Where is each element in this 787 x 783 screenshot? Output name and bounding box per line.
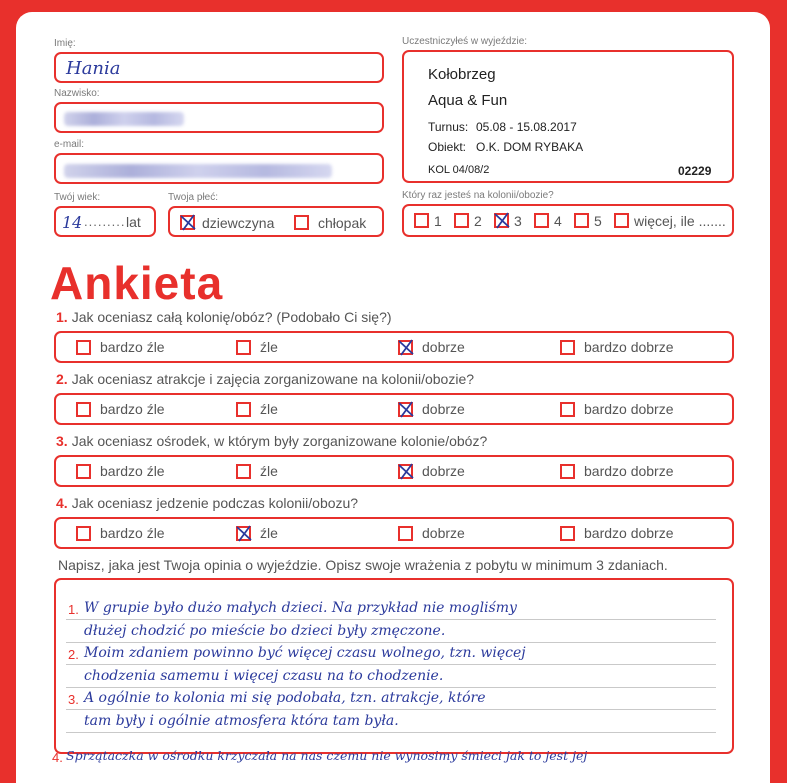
answer-option-label: bardzo dobrze: [584, 463, 674, 479]
name-field[interactable]: [54, 52, 384, 83]
check-mark-icon: [236, 526, 251, 541]
times-checkbox-1[interactable]: [414, 213, 429, 228]
answer-option-label: dobrze: [422, 463, 465, 479]
answer-option-label: bardzo dobrze: [584, 401, 674, 417]
answer-option-label: bardzo źle: [100, 401, 165, 417]
email-redacted: [64, 164, 332, 178]
opinion-line-number: 2.: [68, 647, 79, 662]
answer-checkbox[interactable]: [560, 340, 575, 355]
question-3-options: [54, 455, 734, 487]
answer-checkbox[interactable]: [76, 526, 91, 541]
email-field[interactable]: [54, 153, 384, 184]
age-value: 14: [62, 213, 83, 232]
answer-checkbox[interactable]: [398, 526, 413, 541]
opinion-line-text: Moim zdaniem powinno być więcej czasu wolnego, tzn. więcej: [84, 645, 526, 661]
gender-option-dziewczyna: dziewczyna: [202, 215, 275, 231]
check-mark-icon: [494, 213, 509, 228]
answer-checkbox[interactable]: [236, 402, 251, 417]
gender-checkbox-chlopak[interactable]: [294, 215, 309, 230]
question-2-options: [54, 393, 734, 425]
answer-option-label: bardzo źle: [100, 339, 165, 355]
opinion-line-text: W grupie było dużo małych dzieci. Na przykład nie mogliśmy: [84, 600, 517, 616]
times-label: Który raz jesteś na kolonii/obozie?: [402, 190, 554, 201]
survey-title: Ankieta: [50, 257, 224, 309]
trip-object-value: O.K. DOM RYBAKA: [476, 140, 584, 154]
trip-turnus-label: Turnus:: [428, 120, 469, 134]
email-label: e-mail:: [54, 139, 85, 150]
times-option-4: 4: [554, 213, 562, 229]
opinion-line-text: dłużej chodzić po mieście bo dzieci były zmęczone.: [84, 623, 446, 639]
trip-code: KOL 04/08/2: [428, 164, 490, 176]
times-option-5: 5: [594, 213, 602, 229]
answer-checkbox[interactable]: [76, 464, 91, 479]
writing-line: [66, 619, 716, 620]
opinion-line-text: A ogólnie to kolonia mi się podobała, tzn. atrakcje, które: [84, 690, 486, 706]
age-dots: .........: [84, 214, 126, 229]
name-value: Hania: [66, 58, 121, 79]
times-checkbox-5[interactable]: [574, 213, 589, 228]
question-text: Jak oceniasz ośrodek, w którym były zorganizowane kolonie/obóz?: [71, 433, 488, 449]
check-mark-icon: [398, 340, 413, 355]
gender-field: [168, 206, 384, 237]
answer-option-label: bardzo źle: [100, 525, 165, 541]
name-label: Imię:: [54, 38, 76, 49]
times-option-1: 1: [434, 213, 442, 229]
question-1-options: [54, 331, 734, 363]
opinion-line-text: Sprzątaczka w ośrodku krzyczała na nas czemu nie wynosimy śmieci jak to jest jej: [66, 748, 588, 763]
writing-line: [66, 732, 716, 733]
opinion-line-text: tam były i ogólnie atmosfera która tam była.: [84, 713, 399, 729]
answer-option-label: bardzo dobrze: [584, 525, 674, 541]
times-option-2: 2: [474, 213, 482, 229]
question-4: [56, 495, 358, 511]
question-text: Jak oceniasz atrakcje i zajęcia zorganizowane na kolonii/obozie?: [71, 371, 475, 387]
answer-option-label: źle: [260, 463, 278, 479]
opinion-line-number: 1.: [68, 602, 79, 617]
participant-label: Uczestniczyłeś w wyjeździe:: [402, 36, 528, 47]
answer-option-label: dobrze: [422, 525, 465, 541]
answer-checkbox[interactable]: [560, 464, 575, 479]
question-number: 4.: [56, 495, 68, 511]
question-3: [56, 433, 487, 449]
trip-number: 02229: [678, 164, 712, 178]
check-mark-icon: [398, 464, 413, 479]
opinion-line-text: chodzenia samemu i więcej czasu na to chodzenie.: [84, 668, 444, 684]
surname-field[interactable]: [54, 102, 384, 133]
question-4-options: [54, 517, 734, 549]
answer-checkbox[interactable]: [560, 402, 575, 417]
question-number: 3.: [56, 433, 68, 449]
trip-object-label: Obiekt:: [428, 140, 467, 154]
trip-program: Aqua & Fun: [428, 92, 508, 109]
age-field[interactable]: [54, 206, 156, 237]
opinion-prompt: Napisz, jaka jest Twoja opinia o wyjeździe. Opisz swoje wrażenia z pobytu w minimum 3 zdaniach.: [58, 557, 668, 573]
times-option-3: 3: [514, 213, 522, 229]
answer-option-label: dobrze: [422, 401, 465, 417]
answer-option-label: źle: [260, 339, 278, 355]
question-text: Jak oceniasz jedzenie podczas kolonii/obozu?: [71, 495, 359, 511]
surname-redacted: [64, 112, 184, 126]
times-checkbox-2[interactable]: [454, 213, 469, 228]
times-option-more: więcej, ile .......: [634, 213, 726, 229]
question-1: [56, 309, 392, 325]
answer-checkbox[interactable]: [236, 340, 251, 355]
times-checkbox-more[interactable]: [614, 213, 629, 228]
answer-option-label: dobrze: [422, 339, 465, 355]
writing-line: [66, 664, 716, 665]
question-text: Jak oceniasz całą kolonię/obóz? (Podobało Ci się?): [71, 309, 392, 325]
question-2: [56, 371, 474, 387]
answer-option-label: bardzo źle: [100, 463, 165, 479]
surname-label: Nazwisko:: [54, 88, 100, 99]
opinion-line-number: 3.: [68, 692, 79, 707]
answer-option-label: źle: [260, 525, 278, 541]
answer-checkbox[interactable]: [76, 402, 91, 417]
writing-line: [66, 642, 716, 643]
answer-option-label: bardzo dobrze: [584, 339, 674, 355]
writing-line: [66, 709, 716, 710]
question-number: 1.: [56, 309, 68, 325]
times-field: [402, 204, 734, 237]
check-mark-icon: [180, 215, 195, 230]
times-checkbox-4[interactable]: [534, 213, 549, 228]
trip-info-box: [402, 50, 734, 183]
opinion-line-number: 4.: [52, 750, 63, 765]
gender-label: Twoja płeć:: [168, 192, 219, 203]
answer-checkbox[interactable]: [560, 526, 575, 541]
question-number: 2.: [56, 371, 68, 387]
gender-option-chlopak: chłopak: [318, 215, 367, 231]
check-mark-icon: [398, 402, 413, 417]
answer-checkbox[interactable]: [76, 340, 91, 355]
answer-checkbox[interactable]: [236, 464, 251, 479]
trip-turnus-value: 05.08 - 15.08.2017: [476, 120, 577, 134]
trip-city: Kołobrzeg: [428, 66, 496, 83]
age-label: Twój wiek:: [54, 192, 101, 203]
writing-line: [66, 687, 716, 688]
answer-option-label: źle: [260, 401, 278, 417]
age-unit: lat: [126, 214, 141, 230]
